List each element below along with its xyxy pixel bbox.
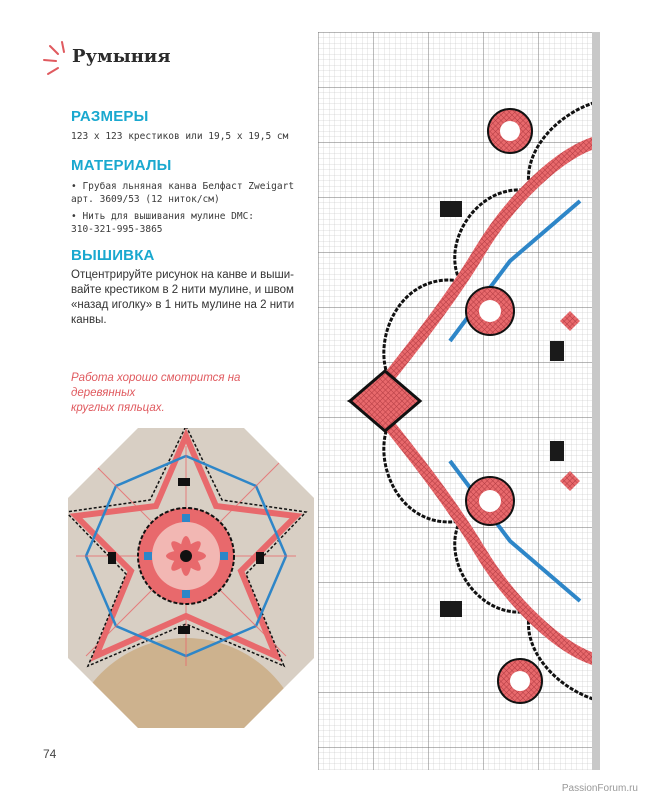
caption-line-2: круглых пяльцах. (71, 402, 165, 414)
material-item-1-line2: арт. 3609/53 (12 ниток/см) (71, 194, 220, 205)
page-number: 74 (43, 747, 57, 761)
material-item-1-line1: • Грубая льняная канва Белфаст Zweigart (71, 181, 295, 192)
embroidery-line-3: «назад иголку» в 1 нить мулине на 2 нити (71, 299, 295, 311)
page-title: Румыния (72, 46, 171, 67)
title-block (38, 38, 178, 82)
embroidery-heading: ВЫШИВКА (71, 247, 155, 264)
material-item-2-line2: 310-321-995-3865 (71, 224, 163, 235)
photo-caption (71, 371, 301, 416)
materials-heading: МАТЕРИАЛЫ (71, 157, 172, 174)
embroidery-line-1: Отцентрируйте рисунок на канве и выши- (71, 269, 294, 281)
cross-stitch-chart (318, 32, 600, 770)
material-item-2-line1: • Нить для вышивания мулине DMC: (71, 211, 255, 222)
embroidery-line-2: вайте крестиком в 2 нити мулине, и швом (71, 284, 294, 296)
embroidery-line-4: канвы. (71, 314, 107, 326)
embroidery-photo (68, 428, 314, 728)
sparkle-icon (38, 38, 72, 82)
sizes-text: 123 x 123 крестиков или 19,5 x 19,5 см (71, 131, 289, 142)
sizes-heading: РАЗМЕРЫ (71, 108, 149, 125)
caption-line-1: Работа хорошо смотрится на деревянных (71, 372, 241, 399)
watermark: PassionForum.ru (561, 783, 638, 794)
